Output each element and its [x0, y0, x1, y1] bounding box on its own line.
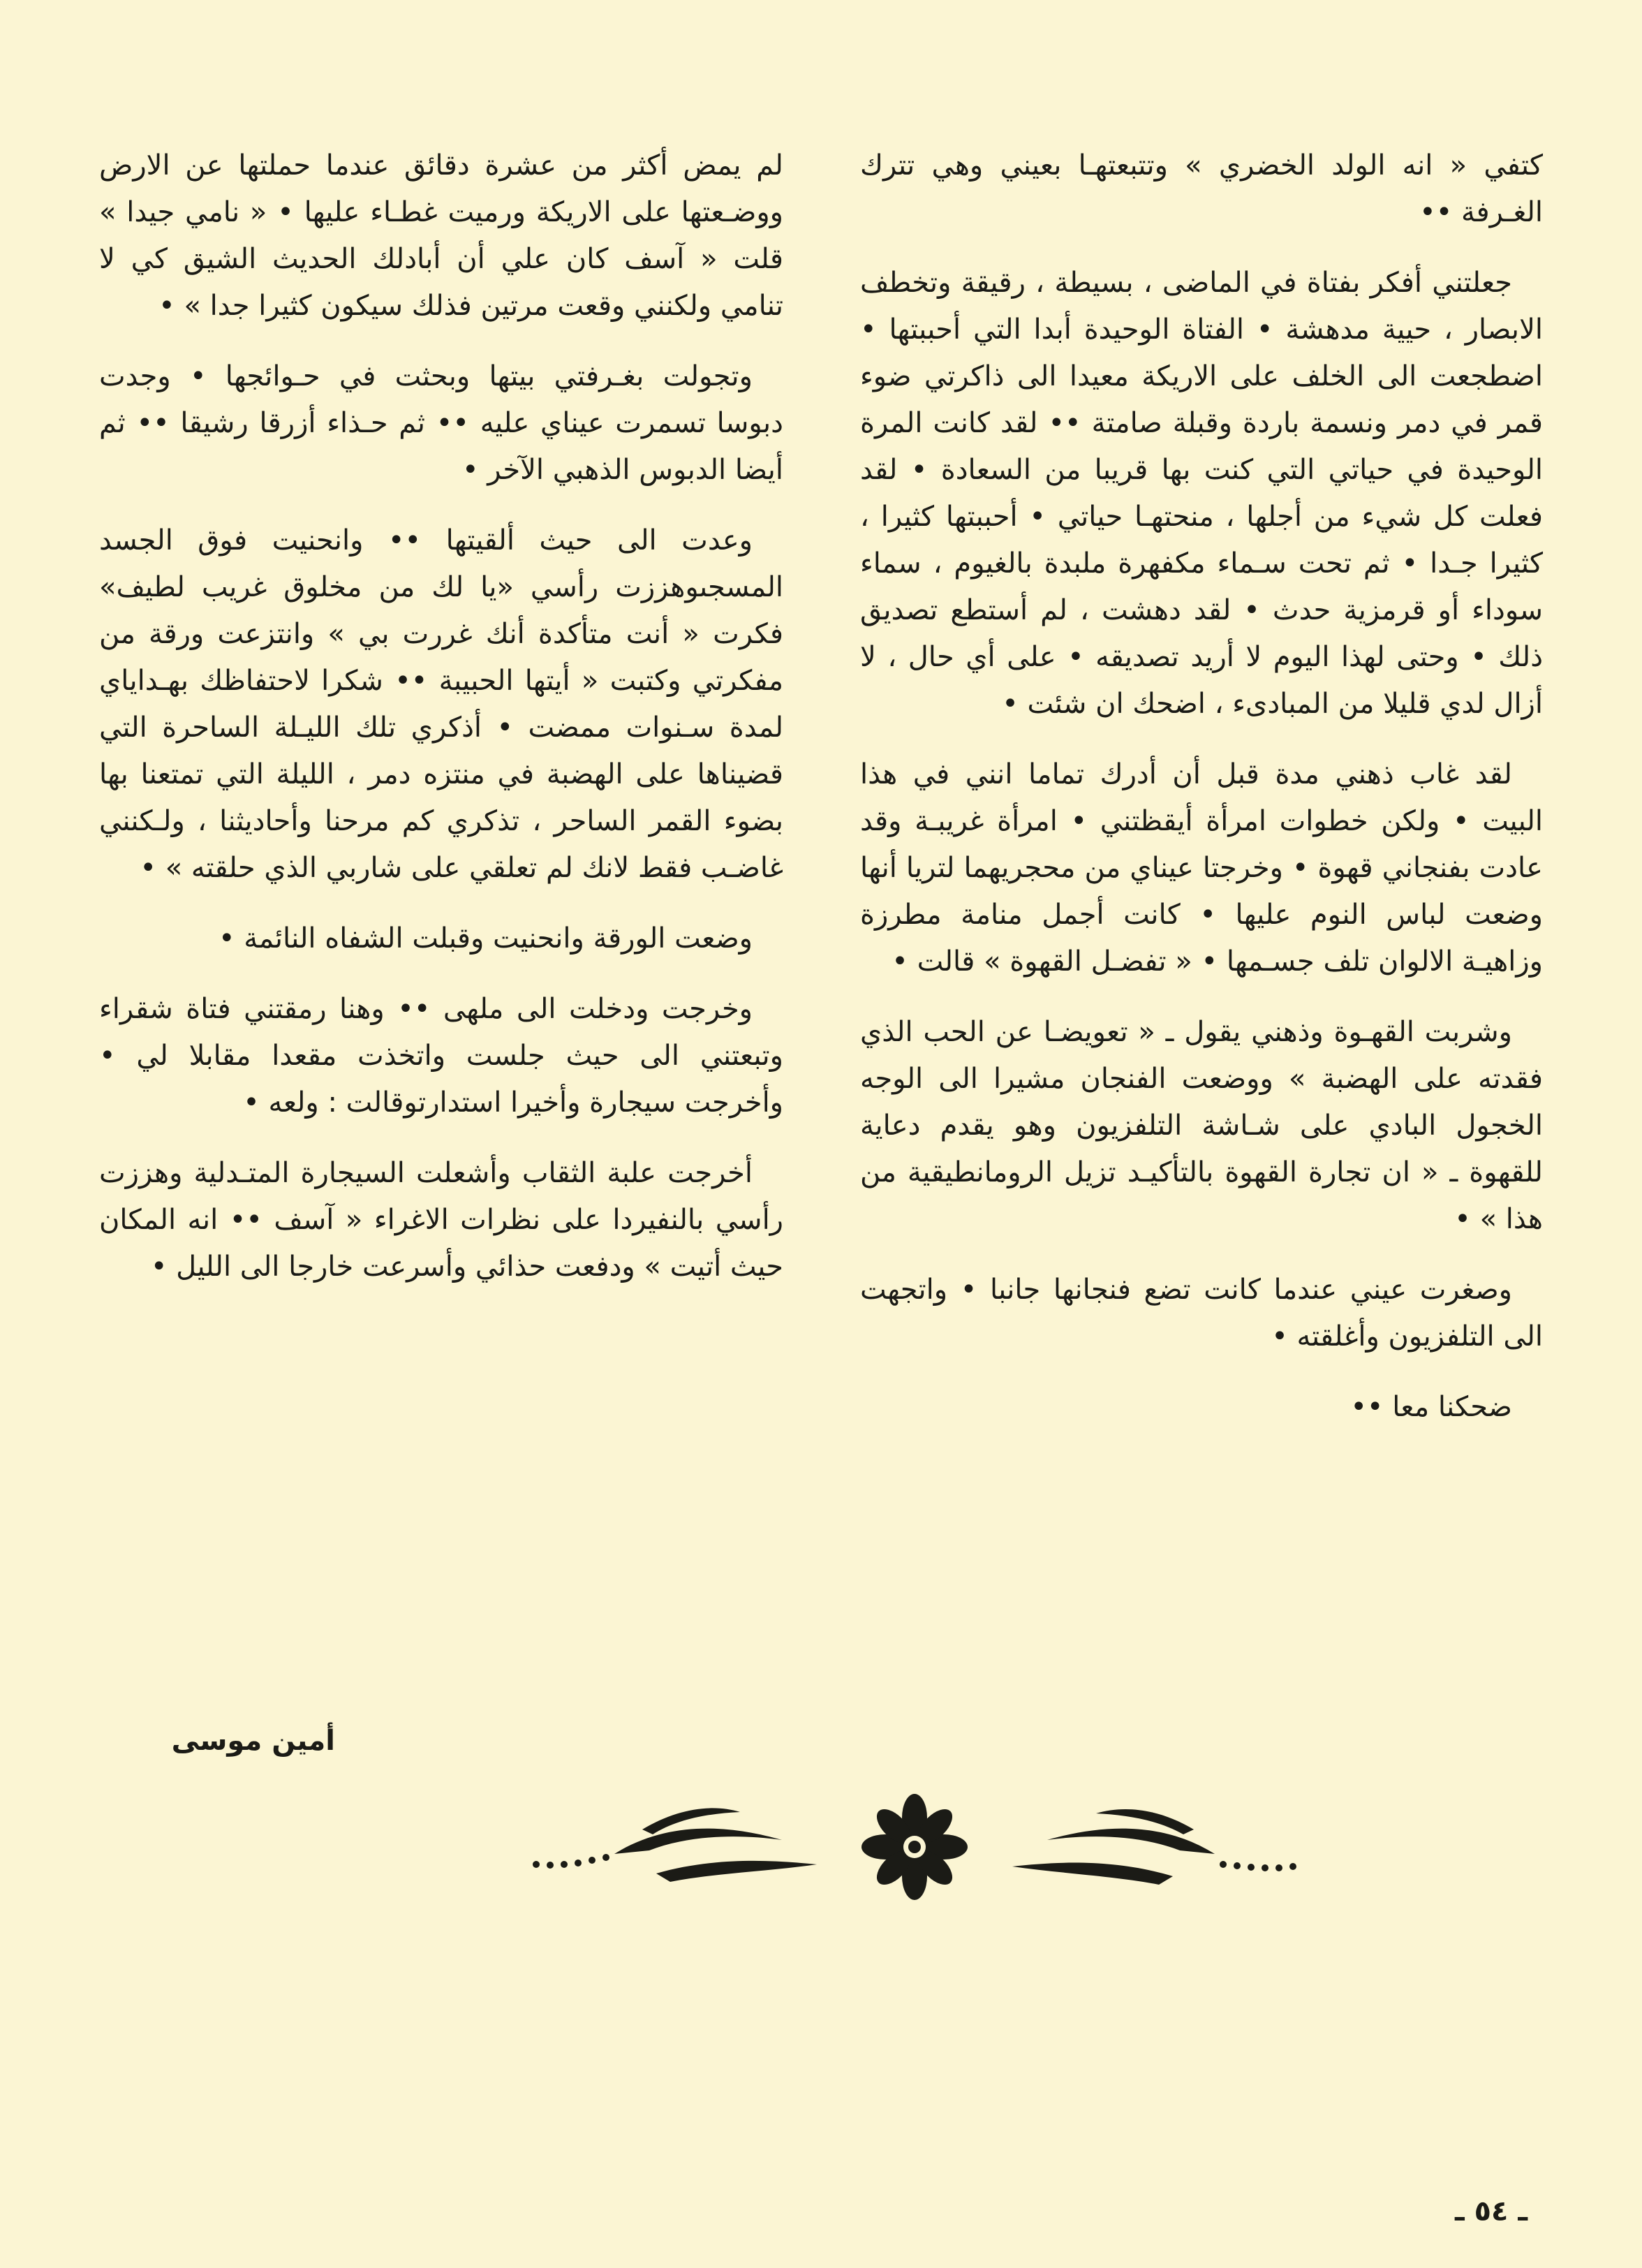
- paragraph: ضحكنا معا ••: [1350, 1391, 1512, 1423]
- paragraph: وعدت الى حيث ألقيتها •• وانحنيت فوق الجسد المسجىوهززت رأسي «يا لك من مخلوق غريب لطيف» فكرت « أنت متأكدة أنك غررت بي » وانتزعت ورقة من مفكرتي وكتبت « أيتها الحبيبة •• شكرا لاحتفاظك بهـداياي لمدة سـنوات ممضت • أذكري تلك الليـلة الساحرة التي قضيناها على الهضبة في منتزه دمر ، الليلة التي تمتعنا بها بضوء القمر الساحر ، تذكري كم مرحنا وأحاديثنا ، ولـكنني غاضـب فقط لانك لم تعلقي على شاربي الذي حلقته » •: [99, 524, 783, 884]
- paragraph: أخرجت علبة الثقاب وأشعلت السيجارة المتـدلية وهززت رأسي بالنفيردا على نظرات الاغراء « آسف •• انه المكان حيث أتيت » ودفعت حذائي وأسرعت خارجا الى الليل •: [99, 1157, 783, 1283]
- paragraph: وضعت الورقة وانحنيت وقبلت الشفاه النائمة •: [218, 922, 753, 955]
- paragraph: وتجولت بغـرفتي بيتها وبحثت في حـوائجها • وجدت دبوسا تسمرت عيناي عليه •• ثم حـذاء أزرقا رشيقا •• ثم أيضا الدبوس الذهبي الآخر •: [99, 360, 783, 486]
- floral-ornament-icon: [531, 1791, 1299, 1903]
- author-signature: أمين موسى: [171, 1725, 335, 1757]
- text-column-left: [99, 142, 783, 1314]
- paragraph: وخرجت ودخلت الى ملهى •• وهنا رمقتني فتاة شقراء وتبعتني الى حيث جلست واتخذت مقعدا مقابلا لي • وأخرجت سيجارة وأخيرا استدارتوقالت : ولعه •: [99, 993, 783, 1119]
- text-column-right: [860, 142, 1543, 1455]
- paragraph: لم يمض أكثر من عشرة دقائق عندما حملتها عن الارض ووضـعتها على الاريكة ورميت غطـاء عليها • « نامي جيدا » قلت « آسف كان علي أن أبادلك الحديث الشيق كي لا تنامي ولكنني وقعت مرتين فذلك سيكون كثيرا جدا » •: [99, 149, 783, 322]
- paragraph: وصغرت عيني عندما كانت تضع فنجانها جانبا • واتجهت الى التلفزيون وأغلقته •: [860, 1274, 1543, 1353]
- paragraph: وشربت القهـوة وذهني يقول ـ « تعويضـا عن الحب الذي فقدته على الهضبة » ووضعت الفنجان مشيرا الى الوجه الخجول البادي على شـاشة التلفزيون وهو يقدم دعاية للقهوة ـ « ان تجارة القهوة بالتأكيـد تزيل الرومانطيقية من هذا » •: [860, 1016, 1543, 1235]
- paragraph: جعلتني أفكر بفتاة في الماضى ، بسيطة ، رقيقة وتخطف الابصار ، حيية مدهشة • الفتاة الوحيدة أبدا التي أحببتها • اضطجعت الى الخلف على الاريكة معيدا الى ذاكرتي ضوء قمر في دمر ونسمة باردة وقبلة صامتة •• لقد كانت المرة الوحيدة في حياتي التي كنت بها قريبا من السعادة • لقد فعلت كل شيء من أجلها ، منحتهـا حياتي • أحببتها كثيرا ، كثيرا جـدا • ثم تحت سـماء مكفهرة ملبدة بالغيوم ، سماء سوداء أو قرمزية حدث • لقد دهشت ، لم أستطع تصديق ذلك • وحتى لهذا اليوم لا أريد تصديقه • على أي حال ، لا أزال لدي قليلا من المبادىء ، اضحك ان شئت •: [860, 267, 1543, 720]
- paragraph: لقد غاب ذهني مدة قبل أن أدرك تماما انني في هذا البيت • ولكن خطوات امرأة أيقظتني • امرأة غريبـة وقد عادت بفنجاني قهوة • وخرجتا عيناي من محجريهما لتريا أنها وضعت لباس النوم عليها • كانت أجمل منامة مطرزة وزاهيـة الالوان تلف جسـمها • « تفضـل القهوة » قالت •: [860, 758, 1543, 978]
- page-number: ـ ٥٤ ـ: [1454, 2195, 1528, 2228]
- paragraph: كتفي « انه الولد الخضري » وتتبعتهـا بعيني وهي تترك الغـرفة ••: [860, 149, 1543, 228]
